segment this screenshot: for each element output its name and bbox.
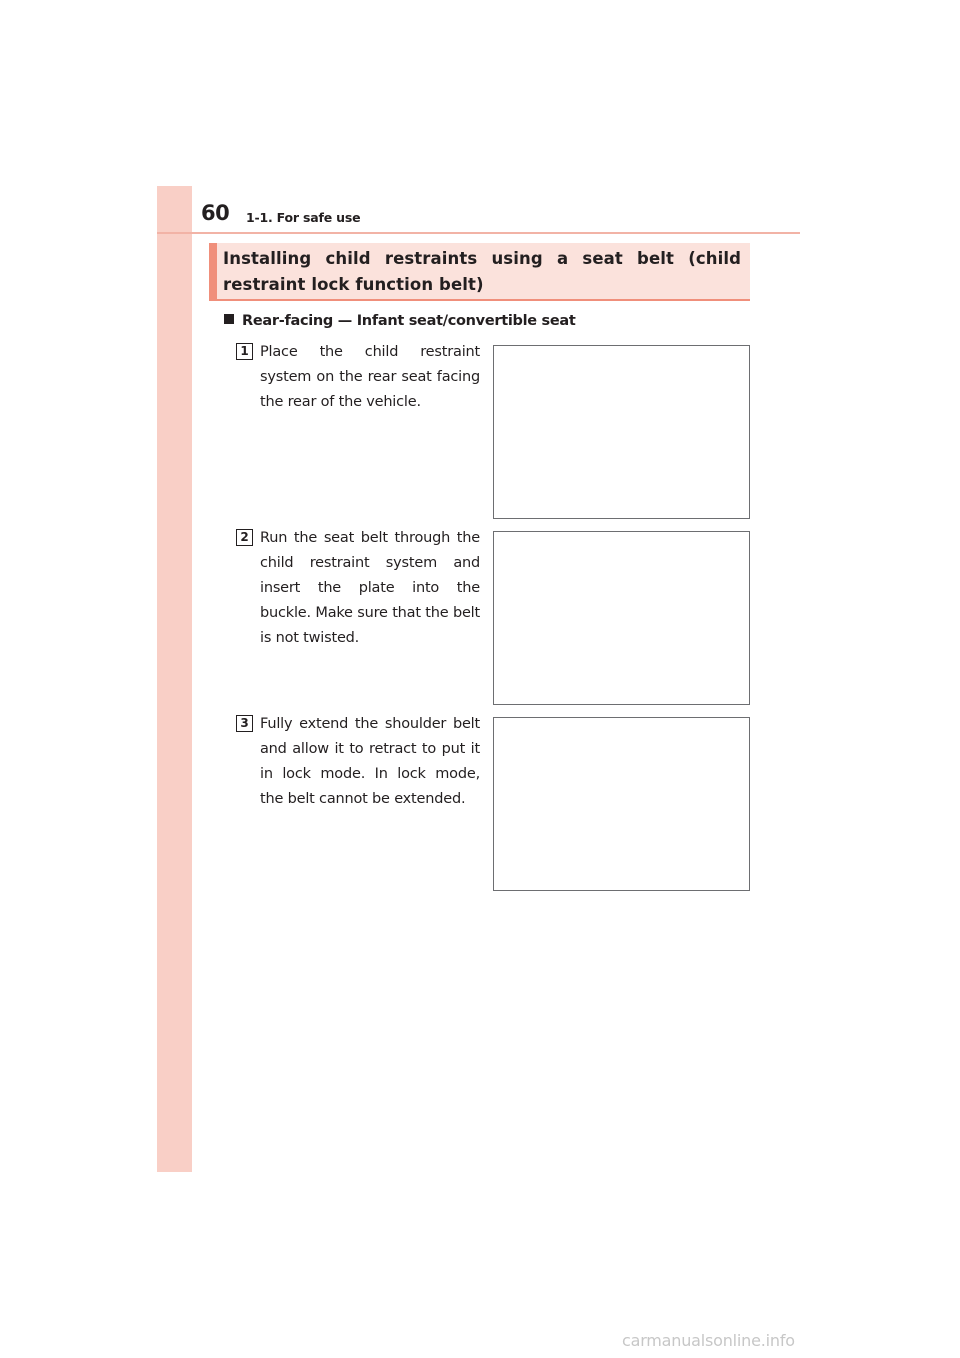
step-2-number: 2 [236, 529, 253, 546]
step-1-illustration [493, 345, 750, 519]
step-1-number: 1 [236, 343, 253, 360]
header-divider [157, 232, 800, 234]
section-title-box [209, 243, 750, 301]
section-title: Installing child restraints using a seat belt (child restraint lock function belt) [223, 249, 741, 294]
step-1-text: Place the child restraint system on the rear seat facing the rear of the vehicle. [260, 344, 480, 410]
step-3-illustration [493, 717, 750, 891]
subheading-label: Rear-facing — Infant seat/convertible seat [242, 313, 576, 329]
square-bullet-icon [224, 314, 234, 324]
subheading [224, 311, 576, 331]
step-2-text: Run the seat belt through the child restraint system and insert the plate into the buckle. Make sure that the belt is not twisted. [260, 530, 480, 646]
step-2-illustration [493, 531, 750, 705]
step-3-text: Fully extend the shoulder belt and allow it to retract to put it in lock mode. In lock mode, the belt cannot be extended. [260, 716, 480, 807]
step-3-number: 3 [236, 715, 253, 732]
chapter-label: 1-1. For safe use [246, 210, 361, 225]
watermark-link[interactable]: carmanualsonline.info [622, 1331, 795, 1350]
chapter-side-strip [157, 186, 192, 1172]
page-number: 60 [201, 201, 230, 225]
